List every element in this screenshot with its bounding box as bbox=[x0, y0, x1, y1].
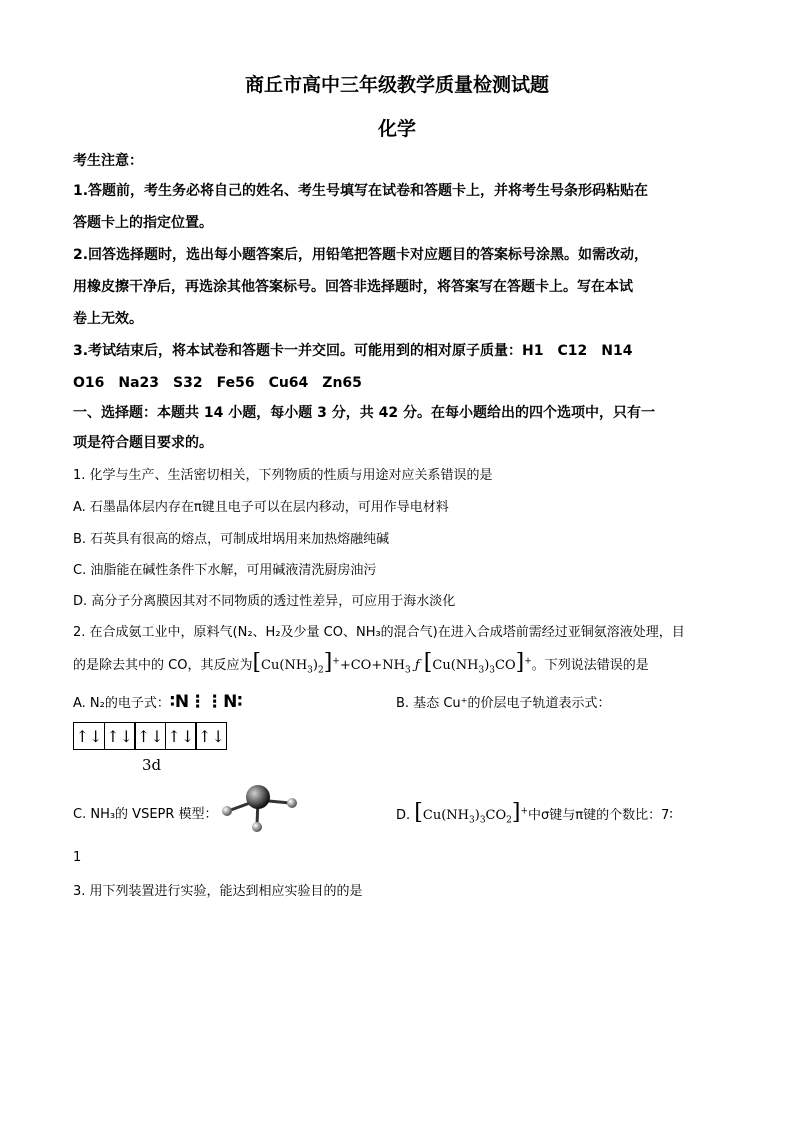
question-1-option-d: D. 高分子分离膜因其对不同物质的透过性差异，可应用于海水淡化 bbox=[73, 594, 456, 609]
option-a-label: A. N₂的电子式： bbox=[73, 696, 170, 711]
question-2-option-c: C. NH₃的 VSEPR 模型： bbox=[73, 807, 218, 822]
notice-line: 3.考试结束后，将本试卷和答题卡一并交回。可能用到的相对原子质量：H1 C12 N14 bbox=[73, 343, 633, 359]
notice-heading: 考生注意： bbox=[73, 153, 143, 169]
notice-line: 卷上无效。 bbox=[73, 311, 143, 327]
n2-electron-formula: ∶N⋮⋮N∶ bbox=[169, 692, 243, 712]
question-2-option-b: B. 基态 Cu⁺的价层电子轨道表示式： bbox=[396, 696, 611, 711]
complex-ion-formula: $[Cu(NH_3)_3CO_2]^+$ bbox=[414, 800, 529, 826]
option-d-label: D. bbox=[396, 808, 411, 823]
question-2-stem-pre: 的是除去其中的 CO，其反应为 bbox=[73, 658, 253, 673]
question-2-option-d bbox=[396, 800, 673, 826]
notice-line: 用橡皮擦干净后，再选涂其他答案标号。回答非选择题时，将答案写在答题卡上。写在本试 bbox=[73, 279, 633, 295]
question-1-option-b: B. 石英具有很高的熔点，可制成坩埚用来加热熔融纯碱 bbox=[73, 532, 390, 547]
question-3-stem: 3. 用下列装置进行实验，能达到相应实验目的的是 bbox=[73, 884, 363, 899]
question-2-option-a bbox=[73, 692, 242, 712]
section-heading: 一、选择题：本题共 14 小题，每小题 3 分，共 42 分。在每小题给出的四个选项中，只有一 bbox=[73, 405, 655, 421]
subject-title: 化学 bbox=[377, 118, 416, 140]
orbital-box: ↑↓ bbox=[73, 722, 105, 750]
question-1-stem: 1. 化学与生产、生活密切相关，下列物质的性质与用途对应关系错误的是 bbox=[73, 468, 493, 483]
option-d-continuation: 1 bbox=[73, 850, 82, 865]
reaction-equation: $[Cu(NH_3)_2]^++CO+NH_3$ ƒ $[Cu(NH_3)_3CO]^+$ bbox=[252, 650, 532, 676]
orbital-box: ↑↓ bbox=[195, 722, 227, 750]
notice-line: 1.答题前，考生务必将自己的姓名、考生号填写在试卷和答题卡上，并将考生号条形码粘贴在 bbox=[73, 183, 649, 199]
section-heading: 项是符合题目要求的。 bbox=[73, 435, 213, 451]
notice-line: 答题卡上的指定位置。 bbox=[73, 215, 213, 231]
page-title: 商丘市高中三年级教学质量检测试题 bbox=[244, 74, 549, 96]
notice-line: O16 Na23 S32 Fe56 Cu64 Zn65 bbox=[73, 375, 362, 391]
orbital-diagram bbox=[73, 722, 226, 750]
question-2-stem-line2 bbox=[73, 650, 649, 676]
orbital-box: ↑↓ bbox=[104, 722, 136, 750]
question-2-stem-post: 。下列说法错误的是 bbox=[531, 658, 649, 673]
orbital-label: 3d bbox=[142, 756, 162, 774]
question-1-option-a: A. 石墨晶体层内存在π键且电子可以在层内移动，可用作导电材料 bbox=[73, 500, 449, 515]
vsepr-model-image bbox=[215, 780, 305, 836]
option-d-text: 中σ键与π键的个数比：7∶ bbox=[528, 808, 673, 823]
orbital-box: ↑↓ bbox=[134, 722, 166, 750]
question-1-option-c: C. 油脂能在碱性条件下水解，可用碱液清洗厨房油污 bbox=[73, 563, 377, 578]
notice-line: 2.回答选择题时，选出每小题答案后，用铅笔把答题卡对应题目的答案标号涂黑。如需改动， bbox=[73, 247, 649, 263]
question-2-stem: 2. 在合成氨工业中，原料气(N₂、H₂及少量 CO、NH₃的混合气)在进入合成塔前需经过亚铜氨溶液处理，目 bbox=[73, 625, 685, 640]
orbital-box: ↑↓ bbox=[165, 722, 197, 750]
